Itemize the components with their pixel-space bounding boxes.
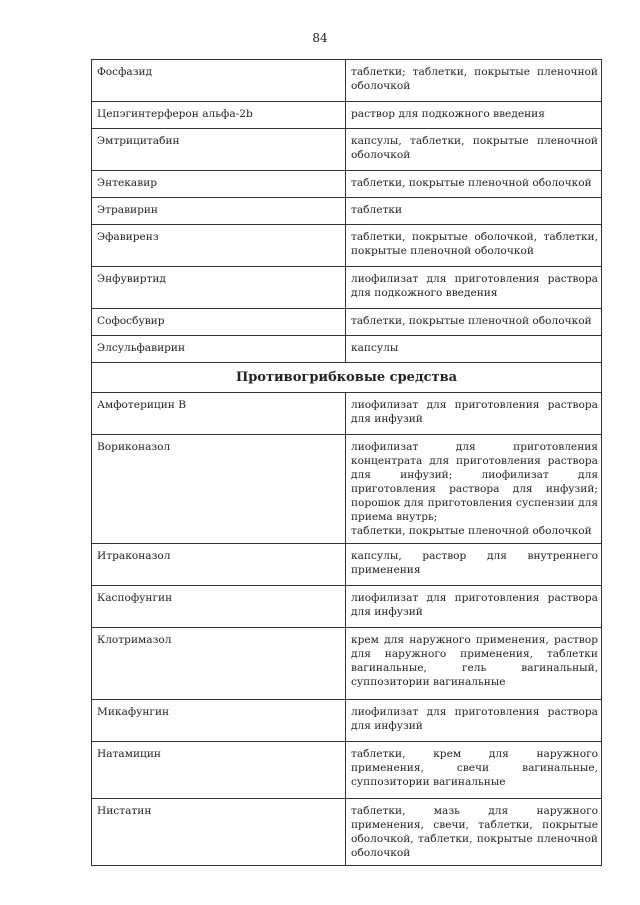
drug-name-cell: Клотримазол xyxy=(92,628,346,700)
drug-table-body xyxy=(92,60,602,866)
page-number: 84 xyxy=(312,31,328,45)
table-row xyxy=(92,267,602,309)
table-row xyxy=(92,171,602,198)
table-row xyxy=(92,393,602,435)
dosage-form-cell: таблетки, покрытые оболочкой, таблетки, покрытые пленочной оболочкой xyxy=(346,225,602,267)
dosage-form-cell: капсулы, раствор для внутреннего применения xyxy=(346,544,602,586)
dosage-form-cell: лиофилизат для приготовления концентрата для приготовления раствора для инфузий; лиофилизат для приготовления раствора для инфузий; порошок для приготовления суспензии для приема внутрь; таблетки, покрытые пленочной оболочкой xyxy=(346,435,602,544)
dosage-form-cell: таблетки, покрытые пленочной оболочкой xyxy=(346,171,602,198)
drug-name-cell: Фосфазид xyxy=(92,60,346,102)
table-row xyxy=(92,435,602,544)
section-title: Противогрибковые средства xyxy=(92,363,602,393)
drug-name-cell: Цепэгинтерферон альфа-2b xyxy=(92,102,346,129)
drug-name-cell: Итраконазол xyxy=(92,544,346,586)
drug-name-cell: Амфотерицин B xyxy=(92,393,346,435)
table-row xyxy=(92,60,602,102)
table-row xyxy=(92,586,602,628)
drug-name-cell: Натамицин xyxy=(92,742,346,799)
drug-name-cell: Этравирин xyxy=(92,198,346,225)
table-row xyxy=(92,628,602,700)
table-row xyxy=(92,799,602,866)
dosage-form-cell: раствор для подкожного введения xyxy=(346,102,602,129)
drug-name-cell: Эфавиренз xyxy=(92,225,346,267)
drug-name-cell: Энтекавир xyxy=(92,171,346,198)
section-header-row xyxy=(92,363,602,393)
table-row xyxy=(92,700,602,742)
table-row xyxy=(92,336,602,363)
drug-name-cell: Каспофунгин xyxy=(92,586,346,628)
dosage-form-cell: таблетки; таблетки, покрытые пленочной оболочкой xyxy=(346,60,602,102)
dosage-form-cell: таблетки xyxy=(346,198,602,225)
table-row xyxy=(92,102,602,129)
drug-name-cell: Энфувиртид xyxy=(92,267,346,309)
table-row xyxy=(92,225,602,267)
table-row xyxy=(92,129,602,171)
dosage-form-cell: таблетки, крем для наружного применения, свечи вагинальные, суппозитории вагинальные xyxy=(346,742,602,799)
drug-name-cell: Микафунгин xyxy=(92,700,346,742)
dosage-form-cell: лиофилизат для приготовления раствора для инфузий xyxy=(346,393,602,435)
dosage-form-cell: крем для наружного применения, раствор для наружного применения, таблетки вагинальные, гель вагинальный, суппозитории вагинальные xyxy=(346,628,602,700)
table-row xyxy=(92,742,602,799)
dosage-form-cell: капсулы xyxy=(346,336,602,363)
dosage-form-cell: таблетки, покрытые пленочной оболочкой xyxy=(346,309,602,336)
table-row xyxy=(92,544,602,586)
drug-name-cell: Нистатин xyxy=(92,799,346,866)
dosage-form-cell: таблетки, мазь для наружного применения, свечи, таблетки, покрытые оболочкой, таблетки, покрытые пленочной оболочкой xyxy=(346,799,602,866)
drug-name-cell: Софосбувир xyxy=(92,309,346,336)
dosage-form-cell: лиофилизат для приготовления раствора для инфузий xyxy=(346,700,602,742)
dosage-form-cell: лиофилизат для приготовления раствора для инфузий xyxy=(346,586,602,628)
table-row xyxy=(92,198,602,225)
drug-name-cell: Вориконазол xyxy=(92,435,346,544)
table-row xyxy=(92,309,602,336)
dosage-form-cell: лиофилизат для приготовления раствора для подкожного введения xyxy=(346,267,602,309)
dosage-form-cell: капсулы, таблетки, покрытые пленочной оболочкой xyxy=(346,129,602,171)
drug-name-cell: Элсульфавирин xyxy=(92,336,346,363)
drug-name-cell: Эмтрицитабин xyxy=(92,129,346,171)
drug-table xyxy=(91,59,602,866)
